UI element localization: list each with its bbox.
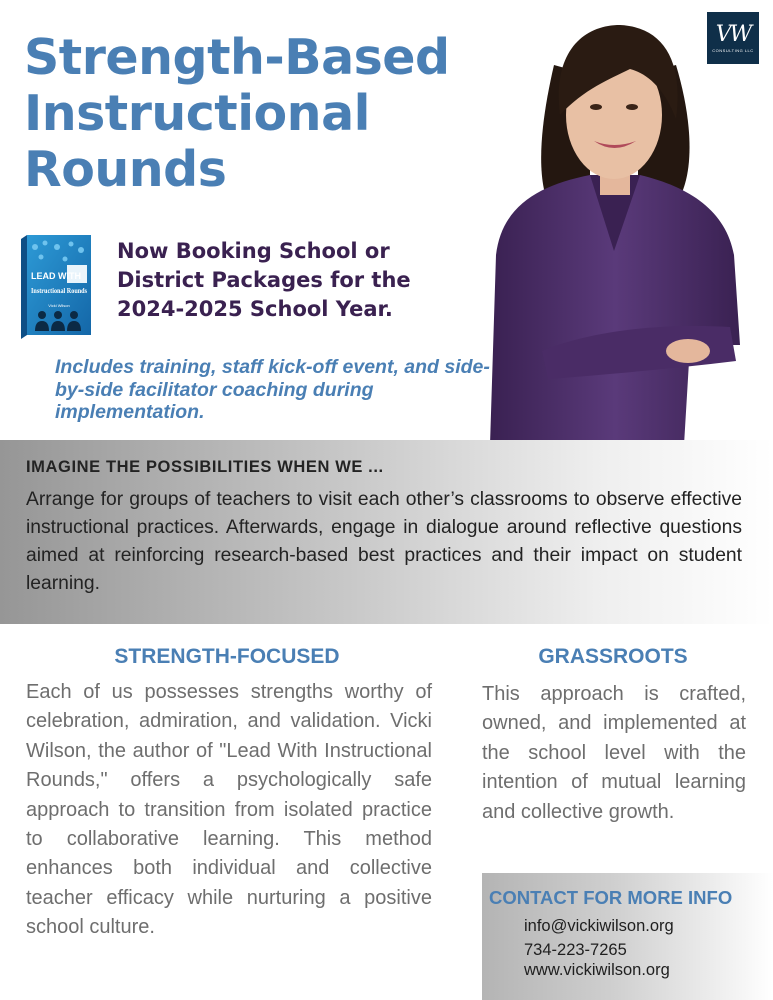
contact-box (482, 873, 773, 1000)
imagine-heading: IMAGINE THE POSSIBILITIES WHEN WE ... (26, 458, 384, 476)
grassroots-heading: GRASSROOTS (538, 645, 688, 668)
logo-mark: VW (715, 21, 751, 47)
imagine-section (0, 440, 773, 624)
book-title-main: Instructional Rounds (31, 287, 88, 295)
logo-subtitle: CONSULTING LLC (712, 47, 754, 53)
strength-focused-heading: STRENGTH-FOCUSED (114, 645, 340, 668)
book-author: Vicki Wilson (48, 303, 70, 308)
strength-focused-body: Each of us possesses strengths worthy of celebration, admiration, and validation. Vicki Wilson, the author of "Lead With Instructional Rounds," offers a psychologically safe approach to transition from isolated practice to collaborative learning. This method enhances both individual and collective teacher efficacy while nurturing a positive school culture. (26, 681, 432, 939)
imagine-body: Arrange for groups of teachers to visit each other’s classrooms to observe effective instructional practices. Afterwards, engage in dialogue around reflective questions aimed at reinforcing research-based best practices and their impact on student learning. (26, 489, 742, 594)
page-title: Strength-Based Instructional Rounds (24, 29, 450, 198)
grassroots-body: This approach is crafted, owned, and implemented at the school level with the intention of mutual learning and collective growth. (482, 683, 746, 823)
author-portrait-image (490, 15, 750, 445)
contact-website-link[interactable]: www.vickiwilson.org (524, 961, 670, 979)
package-includes: Includes training, staff kick-off event, and side-by-side facilitator coaching during implementation. (55, 356, 490, 423)
book-cover-image (21, 235, 91, 339)
contact-heading: CONTACT FOR MORE INFO (489, 887, 733, 908)
book-title-small: LEAD WITH (31, 271, 81, 281)
contact-phone[interactable]: 734-223-7265 (524, 941, 627, 959)
contact-email-link[interactable]: info@vickiwilson.org (524, 917, 674, 935)
booking-announcement: Now Booking School or District Packages for the 2024-2025 School Year. (117, 239, 411, 321)
